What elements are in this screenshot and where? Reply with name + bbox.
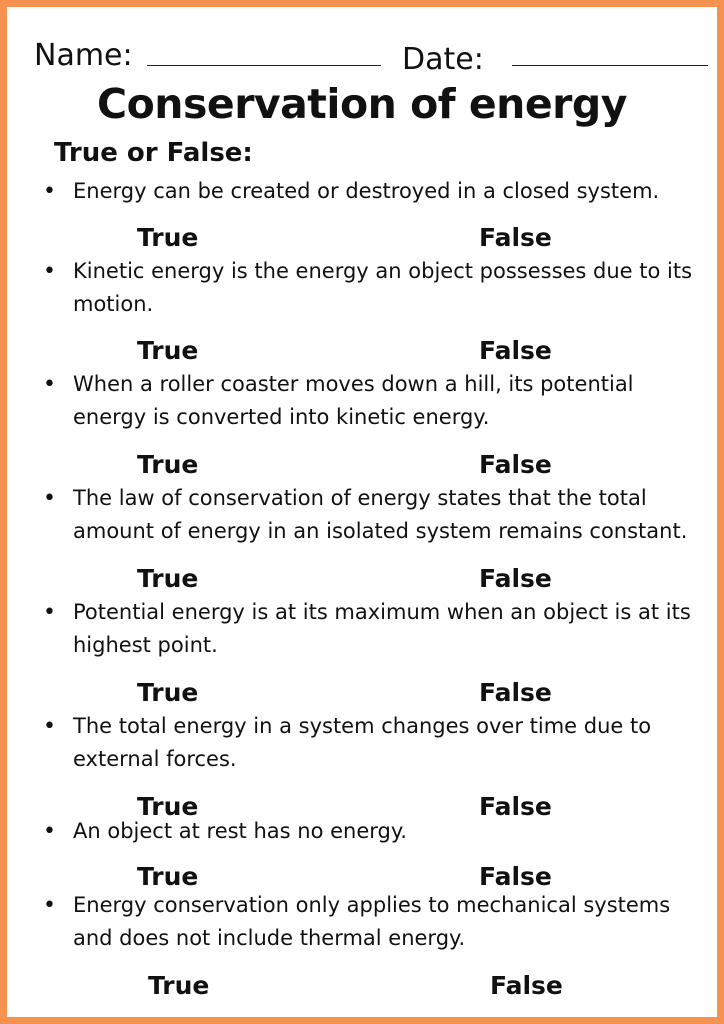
question-item — [43, 710, 703, 776]
name-line[interactable] — [147, 65, 381, 66]
question-text: Kinetic energy is the energy an object possesses due to its motion. — [73, 259, 693, 316]
question-text: When a roller coaster moves down a hill, its potential energy is converted into kinetic energy. — [73, 372, 634, 429]
question-item — [43, 255, 703, 321]
bullet-icon: • — [43, 259, 56, 284]
bullet-icon: • — [43, 600, 56, 625]
question-text: An object at rest has no energy. — [73, 819, 407, 843]
bullet-icon: • — [43, 893, 56, 918]
true-option[interactable]: True — [137, 336, 199, 365]
true-option[interactable]: True — [137, 223, 199, 252]
question-text: Energy conservation only applies to mechanical systems and does not include thermal energy. — [73, 893, 671, 950]
false-option[interactable]: False — [479, 564, 552, 593]
date-label: Date: — [402, 42, 484, 77]
page-title: Conservation of energy — [97, 80, 627, 128]
question-item — [43, 815, 703, 848]
question-text: Potential energy is at its maximum when an object is at its highest point. — [73, 600, 691, 657]
section-subtitle: True or False: — [54, 138, 253, 168]
true-option[interactable]: True — [137, 792, 199, 821]
question-item — [43, 596, 703, 662]
question-item — [43, 889, 703, 955]
bullet-icon: • — [43, 486, 56, 511]
question-text: Energy can be created or destroyed in a closed system. — [73, 179, 660, 203]
true-option[interactable]: True — [137, 450, 199, 479]
bullet-icon: • — [43, 372, 56, 397]
false-option[interactable]: False — [479, 223, 552, 252]
bullet-icon: • — [43, 179, 56, 204]
question-item — [43, 368, 703, 434]
false-option[interactable]: False — [479, 336, 552, 365]
false-option[interactable]: False — [479, 678, 552, 707]
question-item — [43, 175, 703, 208]
date-line[interactable] — [512, 65, 708, 66]
question-item — [43, 482, 703, 548]
bullet-icon: • — [43, 714, 56, 739]
bullet-icon: • — [43, 819, 56, 844]
false-option[interactable]: False — [490, 971, 563, 1000]
question-text: The total energy in a system changes over time due to external forces. — [73, 714, 652, 771]
true-option[interactable]: True — [137, 564, 199, 593]
true-option[interactable]: True — [148, 971, 210, 1000]
name-label: Name: — [34, 38, 133, 73]
question-text: The law of conservation of energy states that the total amount of energy in an isolated system remains constant. — [73, 486, 688, 543]
true-option[interactable]: True — [137, 862, 199, 891]
false-option[interactable]: False — [479, 450, 552, 479]
true-option[interactable]: True — [137, 678, 199, 707]
false-option[interactable]: False — [479, 862, 552, 891]
false-option[interactable]: False — [479, 792, 552, 821]
